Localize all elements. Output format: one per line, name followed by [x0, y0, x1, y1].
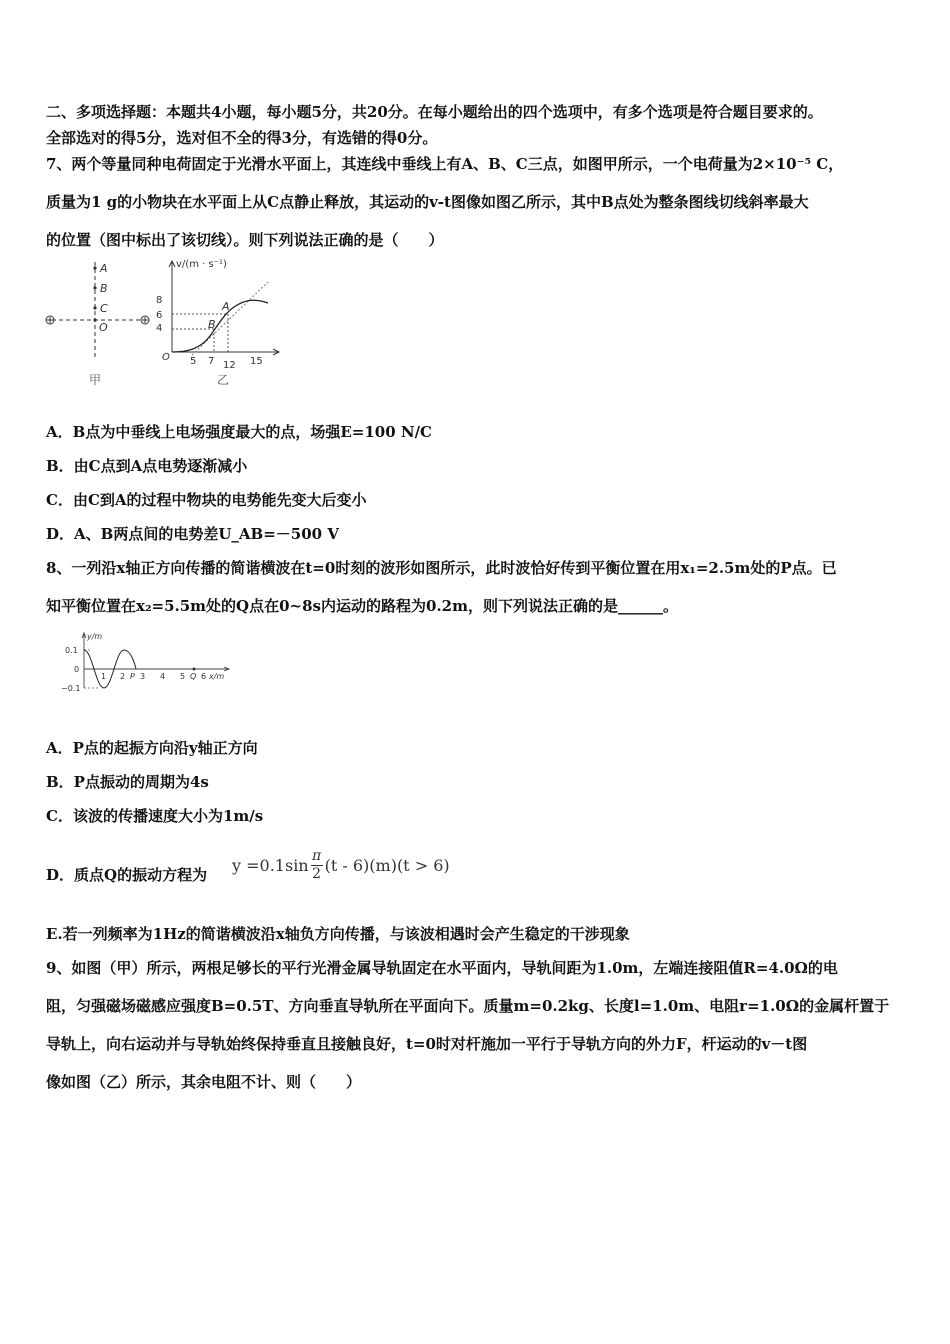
wave-ytick-zero: 0	[74, 665, 80, 674]
figure-jia	[40, 256, 163, 391]
figure-wave	[60, 630, 235, 695]
wave-xtick-6: 6	[201, 672, 207, 681]
q8-line-1: 8、一列沿x轴正方向传播的简谐横波在t=0时刻的波形如图所示，此时波恰好传到平衡位置在用x₁=2.5m处的P点。已	[46, 559, 837, 577]
wave-xtick-2: 2	[120, 672, 126, 681]
yi-xtick-15: 15	[250, 356, 263, 367]
yi-label-a: A	[222, 300, 230, 313]
yi-ylabel: v/(m · s⁻¹)	[176, 259, 227, 270]
q8-formula	[232, 843, 450, 887]
label-c: C	[100, 302, 108, 315]
q7-line-2: 质量为1 g的小物块在水平面上从C点静止释放，其运动的v-t图像如图乙所示，其中B点处为整条图线切线斜率最大	[46, 193, 809, 211]
yi-ytick-4: 4	[156, 323, 163, 334]
yi-vt-curve	[172, 300, 268, 352]
yi-label-b: B	[208, 318, 216, 331]
caption-jia: 甲	[89, 373, 102, 387]
yi-xtick-7: 7	[208, 356, 215, 367]
charge-left-icon	[46, 316, 54, 324]
yi-xtick-5: 5	[190, 356, 197, 367]
section-line-2: 全部选对的得5分，选对但不全的得3分，有选错的得0分。	[46, 129, 438, 147]
formula-lhs: y =0.1sin	[232, 855, 309, 875]
formula-rhs: (t - 6)(m)(t > 6)	[324, 855, 450, 875]
section-line-1: 二、多项选择题：本题共4小题，每小题5分，共20分。在每小题给出的四个选项中，有多个选项是符合题目要求的。	[46, 103, 823, 121]
wave-ytick-top: 0.1	[65, 646, 78, 655]
q8-option-d: D．质点Q的振动方程为	[46, 866, 208, 884]
yi-tangent-line	[192, 282, 268, 355]
formula-denominator: 2	[312, 865, 322, 882]
charge-right-icon	[141, 316, 149, 324]
point-b-dot	[93, 286, 96, 289]
q8-line-2: 知平衡位置在x₂=5.5m处的Q点在0~8s内运动的路程为0.2m，则下列说法正确的是______。	[46, 597, 678, 615]
wave-point-q: Q	[190, 672, 197, 681]
q9-line-3: 导轨上，向右运动并与导轨始终保持垂直且接触良好，t=0时对杆施加一平行于导轨方向的外力F，杆运动的v－t图	[46, 1035, 808, 1053]
q7-option-d: D．A、B两点间的电势差U_AB=－500 V	[46, 525, 339, 543]
caption-yi: 乙	[217, 373, 230, 387]
q8-option-c: C．该波的传播速度大小为1m/s	[46, 807, 264, 825]
q7-option-b: B．由C点到A点电势逐渐减小	[46, 457, 248, 475]
yi-ytick-6: 6	[156, 310, 163, 321]
q7-line-1: 7、两个等量同种电荷固定于光滑水平面上，其连线中垂线上有A、B、C三点，如图甲所示，一个电荷量为2×10⁻⁵ C，	[46, 155, 844, 173]
q7-line-3: 的位置（图中标出了该切线）。则下列说法正确的是（ ）	[46, 231, 444, 249]
wave-xtick-3: 3	[140, 672, 146, 681]
wave-ytick-bottom: −0.1	[61, 684, 81, 693]
q8-option-a: A．P点的起振方向沿y轴正方向	[46, 739, 258, 757]
yi-origin: O	[162, 352, 170, 363]
yi-xtick-12: 12	[223, 360, 236, 371]
q8-option-b: B．P点振动的周期为4s	[46, 773, 209, 791]
q9-line-4: 像如图（乙）所示，其余电阻不计、则（ ）	[46, 1073, 362, 1091]
wave-q-dot	[193, 668, 196, 671]
label-a: A	[100, 262, 108, 275]
wave-point-p: P	[130, 672, 135, 681]
figure-yi	[152, 252, 287, 392]
formula-numerator: π	[312, 847, 322, 864]
label-o: O	[99, 321, 108, 334]
q7-option-a: A．B点为中垂线上电场强度最大的点，场强E=100 N/C	[46, 423, 432, 441]
q9-line-1: 9、如图（甲）所示，两根足够长的平行光滑金属导轨固定在水平面内，导轨间距为1.0m，左端连接阻值R=4.0Ω的电	[46, 959, 838, 977]
wave-xtick-4: 4	[160, 672, 166, 681]
point-a-dot	[93, 266, 96, 269]
yi-ytick-8: 8	[156, 295, 163, 306]
q8-option-e: E.若一列频率为1Hz的简谐横波沿x轴负方向传播，与该波相遇时会产生稳定的干涉现象	[46, 925, 630, 943]
wave-ylabel: y/m	[87, 632, 103, 641]
wave-xlabel: x/m	[209, 672, 225, 681]
formula-fraction	[311, 848, 323, 883]
q9-line-2: 阻，匀强磁场磁感应强度B=0.5T、方向垂直导轨所在平面向下。质量m=0.2kg、长度l=1.0m、电阻r=1.0Ω的金属杆置于	[46, 997, 890, 1015]
point-o-dot	[93, 318, 96, 321]
wave-xtick-5: 5	[180, 672, 186, 681]
q7-option-c: C．由C到A的过程中物块的电势能先变大后变小	[46, 491, 367, 509]
label-b: B	[100, 282, 108, 295]
point-c-dot	[93, 306, 96, 309]
wave-xtick-1: 1	[101, 672, 107, 681]
